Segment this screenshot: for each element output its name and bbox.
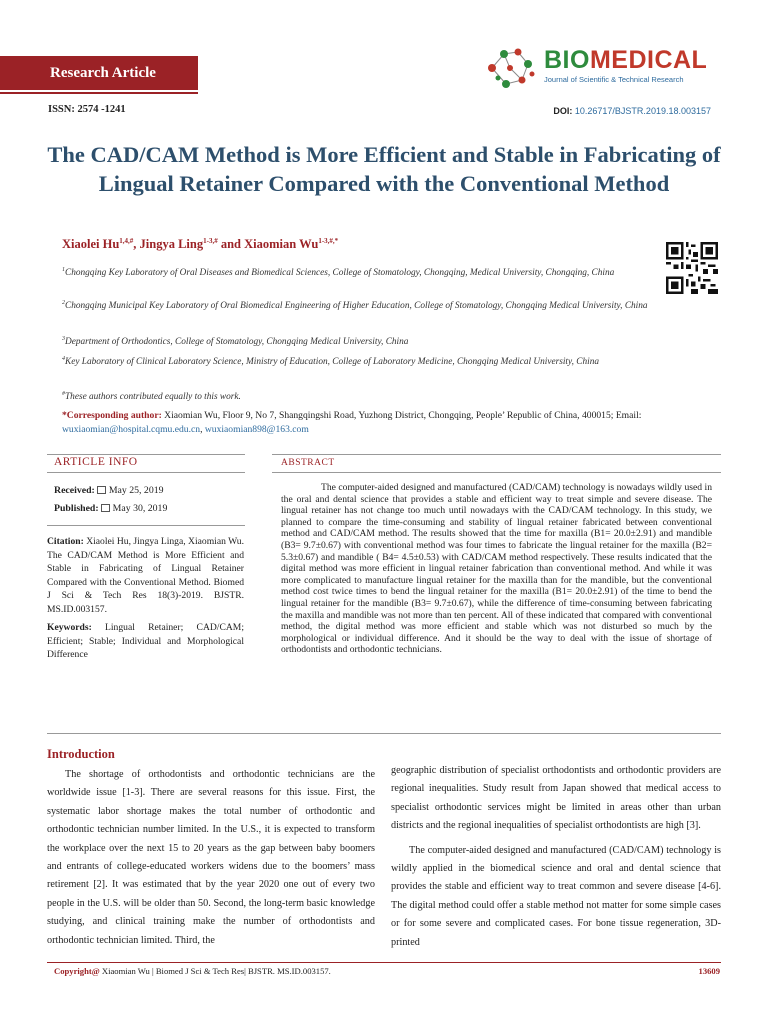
equal-contribution-note: #These authors contributed equally to this work.: [62, 391, 241, 403]
journal-logo: [482, 44, 732, 92]
author-name: Xiaomian Wu: [244, 237, 319, 252]
author-name: Xiaolei Hu: [62, 237, 120, 252]
published-date: Published: May 30, 2019: [54, 503, 168, 514]
email-link[interactable]: wuxiaomian@hospital.cqmu.edu.cn: [62, 424, 201, 435]
logo-subtitle: Journal of Scientific & Technical Research: [544, 75, 684, 84]
abstract-text: The computer-aided designed and manufactured (CAD/CAM) technology is nowadays wildly used in the oral and dental science that provides a stable and efficient way to treat simple and severe disease. The lingual retainer has not change too much until nowadays with the CAD/CAM technology. In this study, we planned to compare the time-consuming and stability of lingual retainer fabricated between conventional method and CAD/CAM method. The results showed that the time for maxilla (B1= 20.0±2.91) and mandible (B3= 9.7±0.67) with conventional method was four times to fabricate the lingual retainer for the maxilla (B2= 5.3±0.67) and mandible ( B4= 4.5±0.53) with CAD/CAM method respectively. These results indicated that the digital method was more efficient in lingual retainer fabrication than conventional method. And while it was more complicated to manufacture lingual retainer for the maxilla than for the mandible, but the conventional method cost twice times to bend the lingual retainer for the maxilla (B1= 20.0±2.91) of the time to bend the lingual retainer for the mandible (B3= 9.7±0.67), while the difference of time-consuming between fabricating the maxilla and mandible was not more than ten percent. All of these indicated that compared with conventional method, the digital method was more efficient and stable which was not disturbed so much by the morphological or individual difference. And it should be the way to deal with the issue of shortage of orthodontists and orthodontic technicians.: [281, 482, 712, 656]
divider: [47, 733, 721, 734]
divider: [272, 472, 721, 473]
citation: Citation: Xiaolei Hu, Jingya Linga, Xiaomian Wu. The CAD/CAM Method is More Efficient and Stable in Fabricating of Lingual Retainer Compared with the Conventional Method. Biomed J Sci & Tech Res 18(3)-2019. BJSTR. MS.ID.003157.: [47, 536, 244, 615]
page-number: 13609: [698, 966, 720, 976]
paragraph: geographic distribution of specialist orthodontists and orthodontic providers are regional inequalities. Study result from Japan showed that medical access to specialist orthodontic services might be limited in areas other than urban districts and the regional inequalities of specialist orthodontists are high [3].: [391, 765, 721, 832]
affiliation: $^4$Key Laboratory of Clinical Laboratory Science, Ministry of Education, College of Laboratory Medicine, Chongqing Medical University, China: [62, 356, 599, 368]
affiliation: $^1$Chongqing Key Laboratory of Oral Diseases and Biomedical Sciences, College of Stomatology, Chongqing, Medical University, Chongqing, China: [62, 267, 615, 279]
logo-wordmark: BIOMEDICAL: [544, 46, 708, 74]
banner-underline: [0, 92, 198, 94]
qr-code-icon[interactable]: [666, 242, 718, 294]
affiliation: $^3$Department of Orthodontics, College of Stomatology, Chongqing Medical University, China: [62, 336, 409, 348]
doi-link[interactable]: 10.26717/BJSTR.2019.18.003157: [574, 106, 711, 116]
doi: DOI: 10.26717/BJSTR.2019.18.003157: [553, 106, 711, 116]
author-list: Xiaolei $Hu^{1,4,\#}$, Jingya Ling$^{1-3,\#}$ and Xiaomian $Wu^{1-3,\#,*}$: [62, 237, 339, 252]
article-info-heading: ARTICLE INFO: [54, 456, 138, 468]
body-column-right: [391, 762, 721, 952]
molecule-logo-icon: [482, 44, 540, 92]
abstract-heading: ABSTRACT: [281, 458, 335, 468]
paragraph: The shortage of orthodontists and orthodontic technicians are the worldwide issue [1-3]. There are several reasons for this issue. First, the systematic labor shortage makes the total number of orthodontic and orthodontic technician number limited. In the U.S., it is expected to transform the workplace over the next 15 to 20 years as the gap between baby boomers and entrants of college-educated workers widens due to the boomers’ mass retirement [2]. It was estimated that by the year 2020 one out of every two people in the U.S. will be older than 50. Second, the long-term basic knowledge studying, and clinical training make the number of orthodontists and orthodontic technician limited. Third, the: [47, 769, 375, 946]
keywords: Keywords: Lingual Retainer; CAD/CAM; Efficient; Stable; Individual and Morphological Difference: [47, 622, 244, 660]
divider: [47, 472, 245, 473]
article-type-banner: Research Article: [0, 56, 198, 90]
divider: [47, 525, 245, 526]
corresponding-author: *Corresponding author: Xiaomian Wu, Floor 9, No 7, Shangqingshi Road, Yuzhong District, Chongqing, People’ Republic of China, 400015; Email: wuxiaomian@hospital.cqmu.edu.cn, wuxiaomian898@163.com: [62, 410, 642, 435]
issn: ISSN: 2574 -1241: [48, 104, 126, 115]
received-date: Received: May 25, 2019: [54, 485, 164, 496]
divider: [47, 454, 245, 455]
footer-copyright: Copyright@ Xiaomian Wu | Biomed J Sci & Tech Res| BJSTR. MS.ID.003157.: [54, 966, 331, 976]
body-column-left: [47, 766, 375, 950]
affiliation: $^2$Chongqing Municipal Key Laboratory of Oral Biomedical Engineering of Higher Education, College of Stomatology, Chongqing Medical University, China: [62, 300, 648, 312]
footer-divider: [47, 962, 721, 963]
article-title: The CAD/CAM Method is More Efficient and Stable in Fabricating of Lingual Retainer Compared with the Conventional Method: [47, 142, 721, 196]
calendar-icon: [97, 486, 106, 494]
introduction-heading: Introduction: [47, 747, 115, 761]
paragraph: The computer-aided designed and manufactured (CAD/CAM) technology is wildly applied in the biomedical science and oral and dental science that provides the stable and efficient way to treat common and severe disease [4-6]. The digital method could offer a stable method not matter for some simple cases or for some severe and complicated cases. For bone tissue regeneration, 3D-printed: [391, 844, 721, 948]
divider: [272, 454, 721, 455]
author-name: Jingya Ling: [139, 237, 204, 252]
calendar-icon: [101, 504, 110, 512]
email-link[interactable]: wuxiaomian898@163.com: [204, 424, 309, 435]
